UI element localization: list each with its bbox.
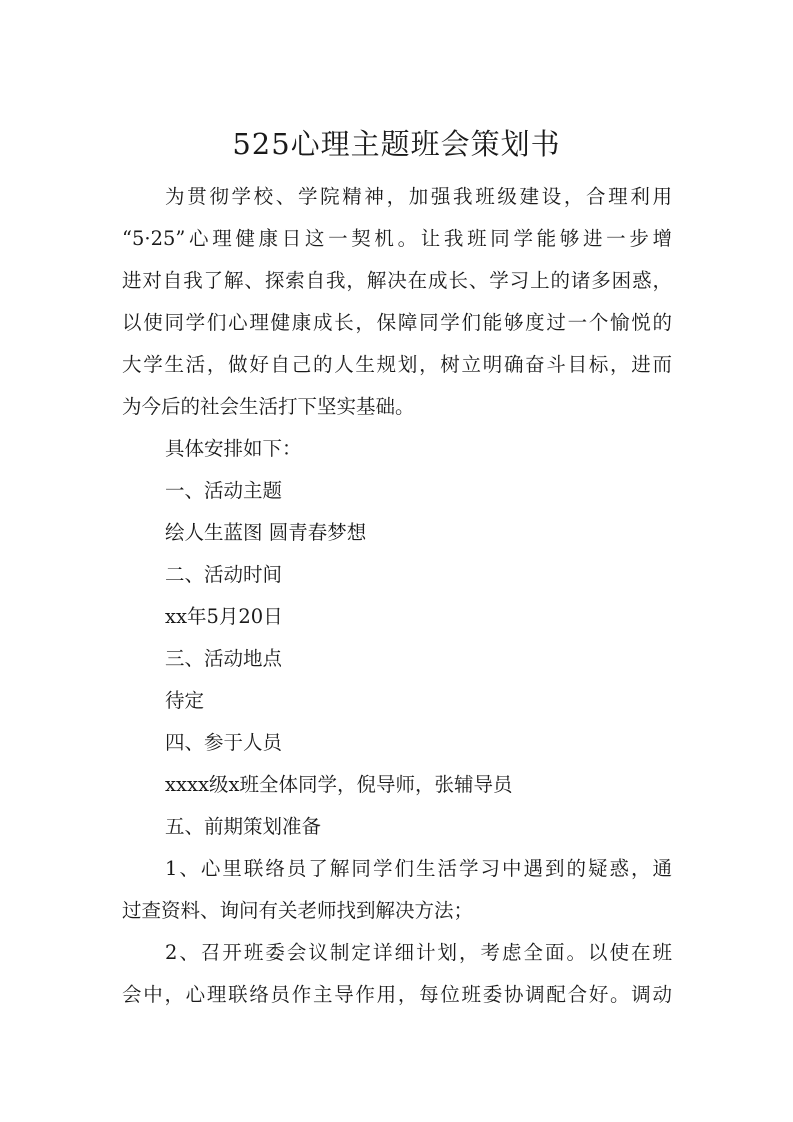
text-line: 四、参于人员: [165, 731, 283, 754]
document-title: 525心理主题班会策划书: [232, 127, 561, 161]
text-line: 一、活动主题: [165, 479, 283, 502]
text-line: 具体安排如下：: [165, 437, 302, 460]
text-line: 待定: [165, 689, 205, 712]
text-line: “5·25”心理健康日这一契机。让我班同学能够进一步增: [122, 227, 672, 250]
text-line: 2、召开班委会议制定详细计划，考虑全面。以使在班: [165, 941, 672, 964]
text-line: 为贯彻学校、学院精神，加强我班级建设，合理利用: [165, 185, 672, 208]
text-line: 以使同学们心理健康成长，保障同学们能够度过一个愉悦的: [122, 311, 672, 334]
text-line: 过查资料、询问有关老师找到解决方法；: [122, 899, 474, 922]
text-line: xxxx级x班全体同学，倪导师，张辅导员: [165, 773, 513, 796]
text-line: 进对自我了解、探索自我，解决在成长、学习上的诸多困惑，: [122, 269, 672, 292]
text-line: 1、心里联络员了解同学们生活学习中遇到的疑惑，通: [165, 857, 672, 880]
text-line: 绘人生蓝图 圆青春梦想: [165, 521, 367, 544]
text-line: 五、前期策划准备: [165, 815, 322, 838]
text-line: 会中，心理联络员作主导作用，每位班委协调配合好。调动: [122, 983, 672, 1006]
text-line: 二、活动时间: [165, 563, 283, 586]
text-line: 大学生活，做好自己的人生规划，树立明确奋斗目标，进而: [122, 353, 672, 376]
text-line: 三、活动地点: [165, 647, 283, 670]
text-line: xx年5月20日: [165, 605, 283, 628]
text-line: 为今后的社会生活打下坚实基础。: [122, 395, 415, 418]
document-body: [122, 176, 672, 1016]
